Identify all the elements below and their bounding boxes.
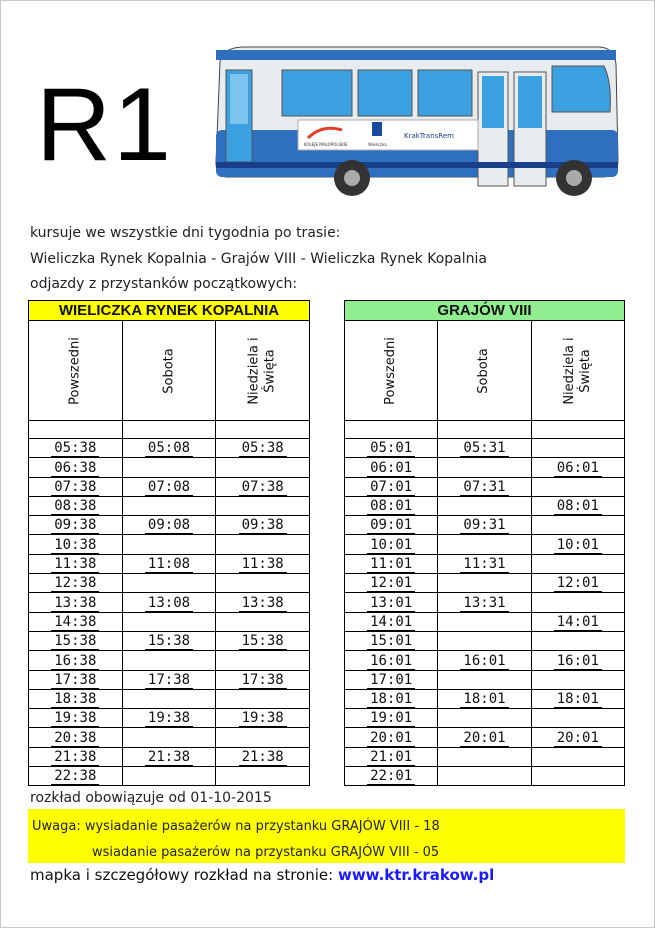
departure-time: 17:01 bbox=[367, 673, 415, 689]
departure-cell bbox=[531, 709, 624, 728]
departure-cell bbox=[438, 670, 531, 689]
departure-time: 10:01 bbox=[367, 538, 415, 554]
table-row bbox=[345, 747, 625, 766]
departure-time: 20:38 bbox=[51, 731, 99, 747]
blank-cell bbox=[531, 421, 624, 439]
departure-time: 18:01 bbox=[554, 692, 602, 708]
table-row bbox=[345, 612, 625, 631]
departure-time: 10:01 bbox=[554, 538, 602, 554]
departure-time: 12:01 bbox=[367, 576, 415, 592]
departures-label: odjazdy z przystanków początkowych: bbox=[30, 276, 298, 292]
table-row bbox=[345, 439, 625, 458]
departure-cell bbox=[438, 496, 531, 515]
table-row bbox=[345, 516, 625, 535]
departure-time: 12:38 bbox=[51, 576, 99, 592]
departure-cell bbox=[216, 767, 310, 786]
departure-time: 18:01 bbox=[367, 692, 415, 708]
departure-cell bbox=[29, 516, 123, 535]
departure-cell bbox=[216, 574, 310, 593]
departure-time: 07:31 bbox=[460, 480, 508, 496]
departure-cell bbox=[438, 651, 531, 670]
table-row bbox=[345, 689, 625, 708]
stop-title: WIELICZKA RYNEK KOPALNIA bbox=[29, 301, 310, 321]
departure-time: 21:38 bbox=[145, 750, 193, 766]
table-row bbox=[29, 496, 310, 515]
route-path: Wieliczka Rynek Kopalnia - Grajów VIII - Wieliczka Rynek Kopalnia bbox=[30, 251, 487, 267]
timetable-wieliczka bbox=[28, 300, 310, 786]
departure-time: 20:01 bbox=[554, 731, 602, 747]
departure-cell bbox=[531, 439, 624, 458]
blank-cell bbox=[122, 421, 216, 439]
intro-text: kursuje we wszystkie dni tygodnia po trasie: bbox=[30, 225, 341, 241]
departure-cell bbox=[531, 554, 624, 573]
departure-time: 07:08 bbox=[145, 480, 193, 496]
departure-cell bbox=[216, 439, 310, 458]
departure-time: 17:38 bbox=[51, 673, 99, 689]
departure-time: 20:01 bbox=[367, 731, 415, 747]
column-header-label: Sobota bbox=[476, 347, 492, 394]
departure-time: 19:38 bbox=[145, 711, 193, 727]
table-row bbox=[29, 477, 310, 496]
notice-box bbox=[28, 809, 625, 863]
departure-time: 20:01 bbox=[460, 731, 508, 747]
departure-cell bbox=[29, 496, 123, 515]
svg-text:KrakTransRem: KrakTransRem bbox=[404, 132, 454, 140]
departure-cell bbox=[438, 477, 531, 496]
route-number: R1 bbox=[36, 67, 173, 183]
table-row bbox=[345, 554, 625, 573]
departure-time: 22:01 bbox=[367, 769, 415, 785]
departure-cell bbox=[29, 477, 123, 496]
departure-time: 19:38 bbox=[51, 711, 99, 727]
departure-cell bbox=[438, 593, 531, 612]
departure-time: 15:38 bbox=[145, 634, 193, 650]
table-row bbox=[29, 728, 310, 747]
departure-cell bbox=[29, 670, 123, 689]
departure-cell bbox=[122, 496, 216, 515]
departure-time: 11:08 bbox=[145, 557, 193, 573]
valid-from: rozkład obowiązuje od 01-10-2015 bbox=[30, 790, 272, 806]
departure-time: 12:01 bbox=[554, 576, 602, 592]
departure-cell bbox=[531, 670, 624, 689]
departure-cell bbox=[345, 709, 438, 728]
departure-cell bbox=[531, 631, 624, 650]
departure-time: 17:38 bbox=[239, 673, 287, 689]
departure-cell bbox=[345, 458, 438, 477]
table-row bbox=[29, 651, 310, 670]
departure-cell bbox=[531, 593, 624, 612]
departure-cell bbox=[216, 747, 310, 766]
departure-cell bbox=[216, 689, 310, 708]
departure-cell bbox=[122, 747, 216, 766]
departure-time: 07:38 bbox=[51, 480, 99, 496]
column-header-label: Niedziela i Święta bbox=[246, 336, 278, 405]
departure-time: 11:38 bbox=[51, 557, 99, 573]
departure-cell bbox=[29, 458, 123, 477]
departure-time: 08:01 bbox=[367, 499, 415, 515]
departure-time: 08:38 bbox=[51, 499, 99, 515]
departure-cell bbox=[216, 496, 310, 515]
departure-time: 05:38 bbox=[51, 441, 99, 457]
departure-cell bbox=[531, 767, 624, 786]
table-row bbox=[29, 439, 310, 458]
departure-cell bbox=[438, 747, 531, 766]
departure-time: 22:38 bbox=[51, 769, 99, 785]
blank-cell bbox=[29, 421, 123, 439]
departure-time: 14:01 bbox=[554, 615, 602, 631]
departure-time: 13:01 bbox=[367, 596, 415, 612]
departure-time: 06:01 bbox=[554, 461, 602, 477]
table-row bbox=[345, 477, 625, 496]
departure-cell bbox=[29, 574, 123, 593]
departure-cell bbox=[345, 651, 438, 670]
departure-cell bbox=[345, 767, 438, 786]
departure-cell bbox=[438, 728, 531, 747]
departure-cell bbox=[122, 516, 216, 535]
departure-cell bbox=[531, 728, 624, 747]
departure-time: 07:01 bbox=[367, 480, 415, 496]
departure-cell bbox=[216, 651, 310, 670]
departure-time: 11:31 bbox=[460, 557, 508, 573]
departure-time: 05:08 bbox=[145, 441, 193, 457]
departure-cell bbox=[216, 670, 310, 689]
departure-time: 13:31 bbox=[460, 596, 508, 612]
departure-time: 15:01 bbox=[367, 634, 415, 650]
table-row bbox=[345, 631, 625, 650]
departure-cell bbox=[345, 516, 438, 535]
departure-time: 10:38 bbox=[51, 538, 99, 554]
column-header-label: Niedziela i Święta bbox=[561, 336, 593, 405]
table-row bbox=[29, 535, 310, 554]
departure-cell bbox=[122, 593, 216, 612]
departure-cell bbox=[438, 535, 531, 554]
table-row bbox=[345, 593, 625, 612]
departure-time: 08:01 bbox=[554, 499, 602, 515]
departure-cell bbox=[345, 477, 438, 496]
departure-cell bbox=[438, 767, 531, 786]
departure-cell bbox=[122, 477, 216, 496]
departure-time: 19:38 bbox=[239, 711, 287, 727]
departure-cell bbox=[345, 612, 438, 631]
column-header bbox=[345, 321, 438, 421]
departure-cell bbox=[345, 593, 438, 612]
departure-cell bbox=[29, 631, 123, 650]
departure-time: 09:08 bbox=[145, 518, 193, 534]
departure-cell bbox=[531, 516, 624, 535]
stop-title: GRAJÓW VIII bbox=[345, 301, 625, 321]
table-row bbox=[29, 689, 310, 708]
column-header bbox=[29, 321, 123, 421]
departure-cell bbox=[531, 496, 624, 515]
departure-cell bbox=[122, 767, 216, 786]
departure-cell bbox=[438, 709, 531, 728]
table-row bbox=[29, 747, 310, 766]
column-header bbox=[438, 321, 531, 421]
departure-cell bbox=[216, 709, 310, 728]
website-link[interactable]: www.ktr.krakow.pl bbox=[337, 866, 495, 884]
departure-cell bbox=[345, 496, 438, 515]
table-row bbox=[345, 767, 625, 786]
column-header-label: Powszedni bbox=[383, 336, 399, 405]
departure-cell bbox=[531, 651, 624, 670]
column-header bbox=[531, 321, 624, 421]
departure-cell bbox=[29, 554, 123, 573]
departure-cell bbox=[531, 747, 624, 766]
table-row bbox=[29, 554, 310, 573]
departure-cell bbox=[345, 670, 438, 689]
departure-cell bbox=[438, 554, 531, 573]
table-row bbox=[345, 458, 625, 477]
departure-time: 07:38 bbox=[239, 480, 287, 496]
departure-cell bbox=[438, 516, 531, 535]
departure-time: 16:01 bbox=[554, 654, 602, 670]
column-header-label: Sobota bbox=[160, 347, 176, 394]
departure-cell bbox=[122, 670, 216, 689]
departure-time: 09:38 bbox=[239, 518, 287, 534]
departure-cell bbox=[216, 612, 310, 631]
departure-cell bbox=[122, 631, 216, 650]
departure-time: 05:01 bbox=[367, 441, 415, 457]
departure-cell bbox=[345, 554, 438, 573]
table-row bbox=[345, 535, 625, 554]
table-row bbox=[29, 574, 310, 593]
table-row bbox=[345, 496, 625, 515]
table-row bbox=[345, 651, 625, 670]
departure-time: 09:01 bbox=[367, 518, 415, 534]
departure-cell bbox=[122, 535, 216, 554]
svg-text:KOLEJE MAŁOPOLSKIE: KOLEJE MAŁOPOLSKIE bbox=[304, 142, 348, 147]
departure-cell bbox=[531, 689, 624, 708]
departure-cell bbox=[531, 574, 624, 593]
departure-cell bbox=[122, 458, 216, 477]
departure-time: 18:01 bbox=[460, 692, 508, 708]
departure-time: 14:38 bbox=[51, 615, 99, 631]
departure-time: 09:38 bbox=[51, 518, 99, 534]
departure-cell bbox=[29, 612, 123, 631]
departure-cell bbox=[216, 516, 310, 535]
table-row bbox=[29, 516, 310, 535]
departure-cell bbox=[216, 728, 310, 747]
departure-time: 13:38 bbox=[239, 596, 287, 612]
departure-cell bbox=[29, 728, 123, 747]
departure-time: 06:01 bbox=[367, 461, 415, 477]
table-row bbox=[29, 631, 310, 650]
notice-line-1: Uwaga: wysiadanie pasażerów na przystanku GRAJÓW VIII - 18 bbox=[32, 819, 440, 834]
departure-cell bbox=[531, 458, 624, 477]
departure-cell bbox=[29, 689, 123, 708]
departure-cell bbox=[122, 651, 216, 670]
departure-cell bbox=[122, 728, 216, 747]
departure-cell bbox=[216, 535, 310, 554]
departure-time: 05:31 bbox=[460, 441, 508, 457]
footer-text: mapka i szczegółowy rozkład na stronie: bbox=[30, 866, 338, 884]
departure-cell bbox=[122, 574, 216, 593]
departure-time: 16:38 bbox=[51, 654, 99, 670]
departure-cell bbox=[345, 631, 438, 650]
departure-cell bbox=[345, 535, 438, 554]
departure-time: 16:01 bbox=[367, 654, 415, 670]
departure-time: 15:38 bbox=[51, 634, 99, 650]
column-header-label: Powszedni bbox=[67, 336, 83, 405]
blank-cell bbox=[216, 421, 310, 439]
table-row bbox=[345, 574, 625, 593]
departure-cell bbox=[216, 631, 310, 650]
table-row bbox=[29, 767, 310, 786]
departure-cell bbox=[216, 477, 310, 496]
table-row bbox=[345, 709, 625, 728]
departure-cell bbox=[216, 593, 310, 612]
departure-cell bbox=[29, 439, 123, 458]
departure-time: 13:08 bbox=[145, 596, 193, 612]
departure-cell bbox=[216, 458, 310, 477]
table-row bbox=[29, 670, 310, 689]
departure-cell bbox=[29, 709, 123, 728]
departure-cell bbox=[29, 747, 123, 766]
table-row bbox=[29, 709, 310, 728]
table-row bbox=[29, 458, 310, 477]
departure-time: 09:31 bbox=[460, 518, 508, 534]
table-row bbox=[29, 593, 310, 612]
departure-cell bbox=[122, 612, 216, 631]
departure-cell bbox=[345, 728, 438, 747]
table-row bbox=[345, 728, 625, 747]
departure-cell bbox=[29, 767, 123, 786]
departure-cell bbox=[122, 554, 216, 573]
departure-cell bbox=[438, 612, 531, 631]
departure-cell bbox=[531, 535, 624, 554]
departure-time: 18:38 bbox=[51, 692, 99, 708]
departure-cell bbox=[216, 554, 310, 573]
timetable-grajow bbox=[344, 300, 625, 786]
departure-time: 16:01 bbox=[460, 654, 508, 670]
departure-time: 05:38 bbox=[239, 441, 287, 457]
departure-cell bbox=[122, 439, 216, 458]
departure-time: 21:38 bbox=[51, 750, 99, 766]
departure-time: 15:38 bbox=[239, 634, 287, 650]
departure-time: 21:38 bbox=[239, 750, 287, 766]
departure-cell bbox=[531, 477, 624, 496]
blank-cell bbox=[438, 421, 531, 439]
departure-time: 13:38 bbox=[51, 596, 99, 612]
column-header bbox=[216, 321, 310, 421]
notice-line-2: wsiadanie pasażerów na przystanku GRAJÓW VIII - 05 bbox=[92, 845, 440, 860]
departure-cell bbox=[122, 689, 216, 708]
bus-illustration bbox=[212, 42, 620, 198]
departure-time: 21:01 bbox=[367, 750, 415, 766]
departure-time: 14:01 bbox=[367, 615, 415, 631]
departure-cell bbox=[345, 747, 438, 766]
departure-cell bbox=[531, 612, 624, 631]
departure-cell bbox=[438, 631, 531, 650]
departure-cell bbox=[345, 689, 438, 708]
departure-time: 19:01 bbox=[367, 711, 415, 727]
blank-cell bbox=[345, 421, 438, 439]
table-row bbox=[345, 670, 625, 689]
table-row bbox=[29, 612, 310, 631]
departure-cell bbox=[29, 593, 123, 612]
footer bbox=[30, 866, 494, 884]
departure-cell bbox=[345, 439, 438, 458]
departure-cell bbox=[345, 574, 438, 593]
departure-time: 11:01 bbox=[367, 557, 415, 573]
departure-cell bbox=[438, 574, 531, 593]
column-header bbox=[122, 321, 216, 421]
departure-cell bbox=[122, 709, 216, 728]
departure-time: 06:38 bbox=[51, 461, 99, 477]
departure-cell bbox=[438, 458, 531, 477]
svg-text:Wieliczka: Wieliczka bbox=[368, 142, 387, 147]
departure-time: 17:38 bbox=[145, 673, 193, 689]
departure-cell bbox=[29, 535, 123, 554]
departure-cell bbox=[29, 651, 123, 670]
departure-time: 11:38 bbox=[239, 557, 287, 573]
departure-cell bbox=[438, 689, 531, 708]
departure-cell bbox=[438, 439, 531, 458]
